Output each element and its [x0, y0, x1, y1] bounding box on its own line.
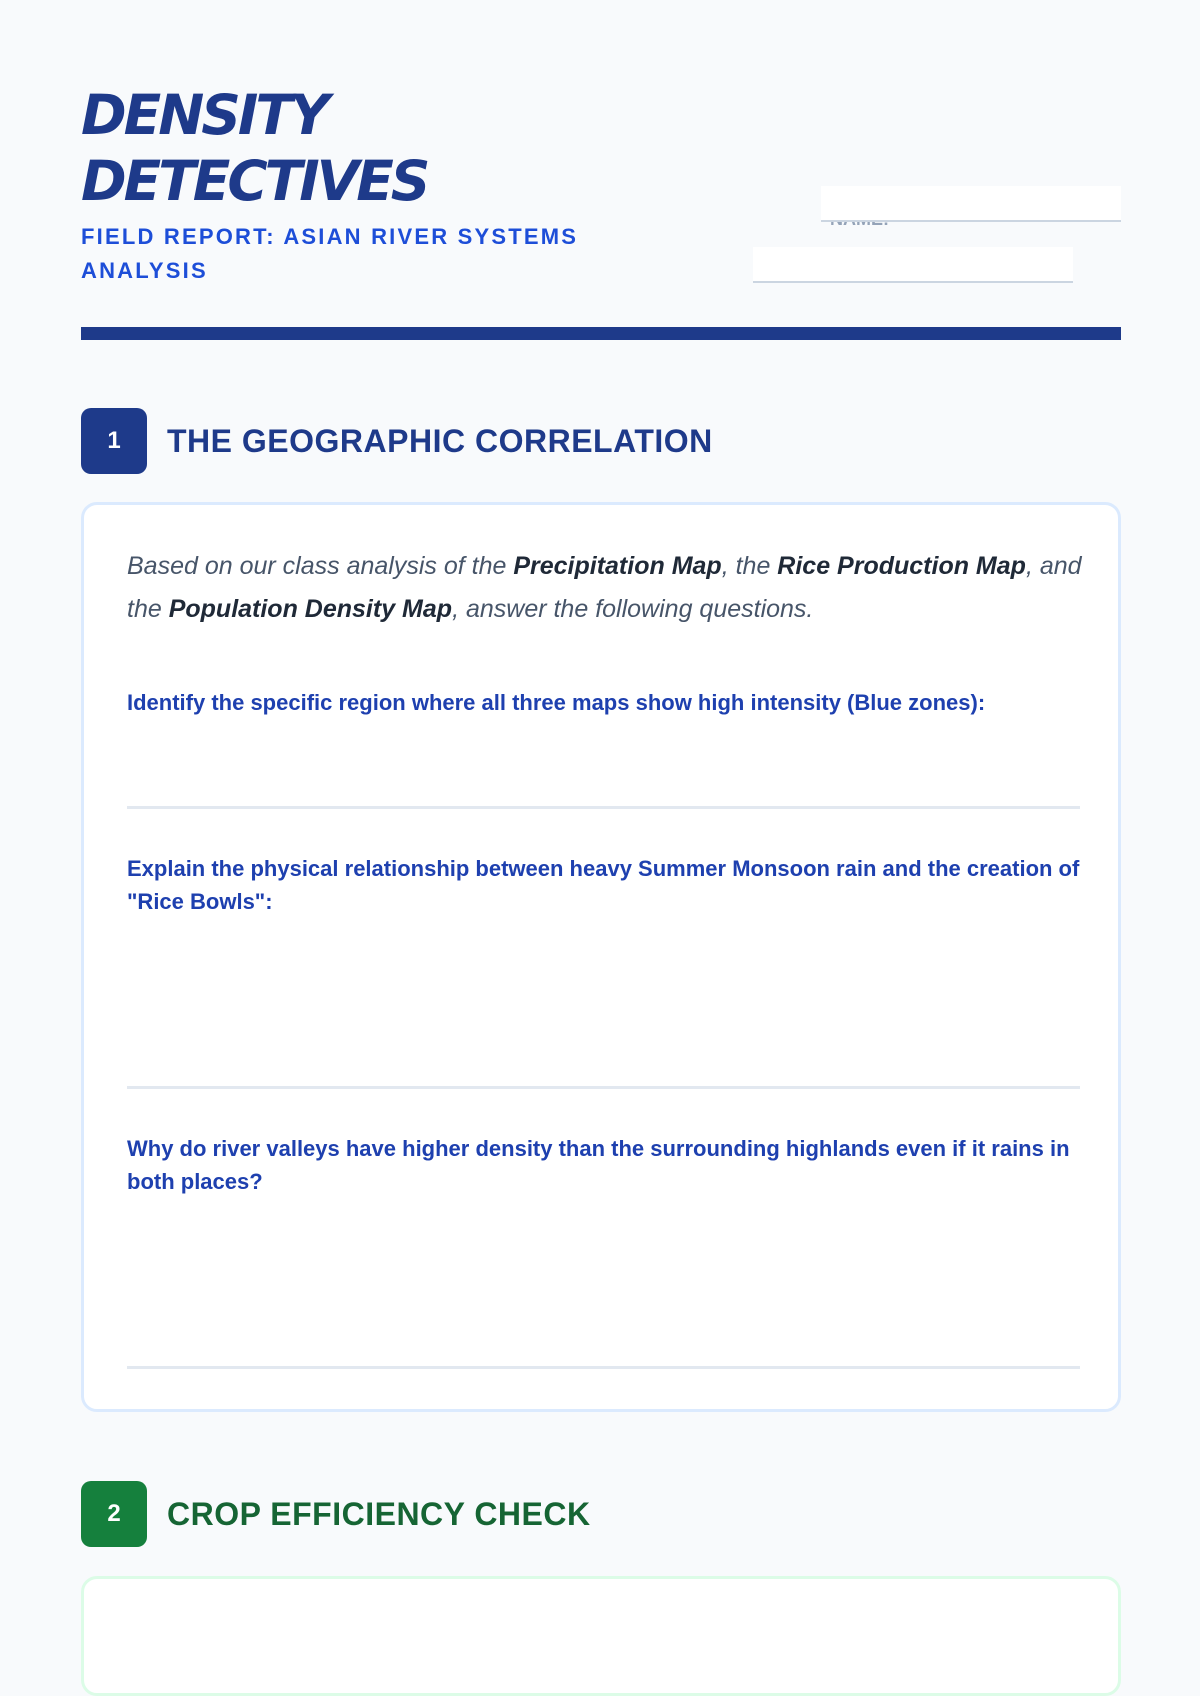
section-1-card	[81, 502, 1121, 1412]
agent-name-input[interactable]	[821, 186, 1121, 222]
intro-rice-production-map: Rice Production Map	[777, 552, 1026, 580]
date-input[interactable]	[753, 247, 1073, 283]
intro-text-1: Based on our class analysis of the	[127, 552, 514, 580]
page-subtitle: FIELD REPORT: ASIAN RIVER SYSTEMS ANALYSIS	[81, 224, 579, 283]
answer-2-field[interactable]	[127, 931, 1080, 1089]
question-3: Why do river valleys have higher density than the surrounding highlands even if it rains in both places?	[127, 1136, 1070, 1194]
title-line-1: DENSITY	[81, 83, 327, 147]
answer-1-field[interactable]	[127, 731, 1080, 809]
intro-precipitation-map: Precipitation Map	[513, 552, 722, 580]
question-2: Explain the physical relationship between heavy Summer Monsoon rain and the creation of "Rice Bowls":	[127, 856, 1080, 914]
answer-3-field[interactable]	[127, 1211, 1080, 1369]
section-1-number-badge: 1	[81, 408, 147, 474]
intro-text-2: , the	[721, 552, 778, 580]
header-divider	[81, 327, 1121, 340]
section-1-intro	[127, 545, 1087, 631]
intro-population-density-map: Population Density Map	[168, 595, 453, 623]
question-1: Identify the specific region where all three maps show high intensity (Blue zones):	[127, 690, 986, 715]
page-title	[81, 82, 641, 214]
intro-text-3: , and the	[127, 552, 1082, 623]
section-1-title: THE GEOGRAPHIC CORRELATION	[167, 423, 713, 459]
title-line-2: DETECTIVES	[81, 149, 428, 213]
intro-text-4: , answer the following questions.	[452, 595, 814, 623]
section-2-number-badge: 2	[81, 1481, 147, 1547]
section-2-title: CROP EFFICIENCY CHECK	[167, 1496, 591, 1532]
section-2-card	[81, 1576, 1121, 1696]
